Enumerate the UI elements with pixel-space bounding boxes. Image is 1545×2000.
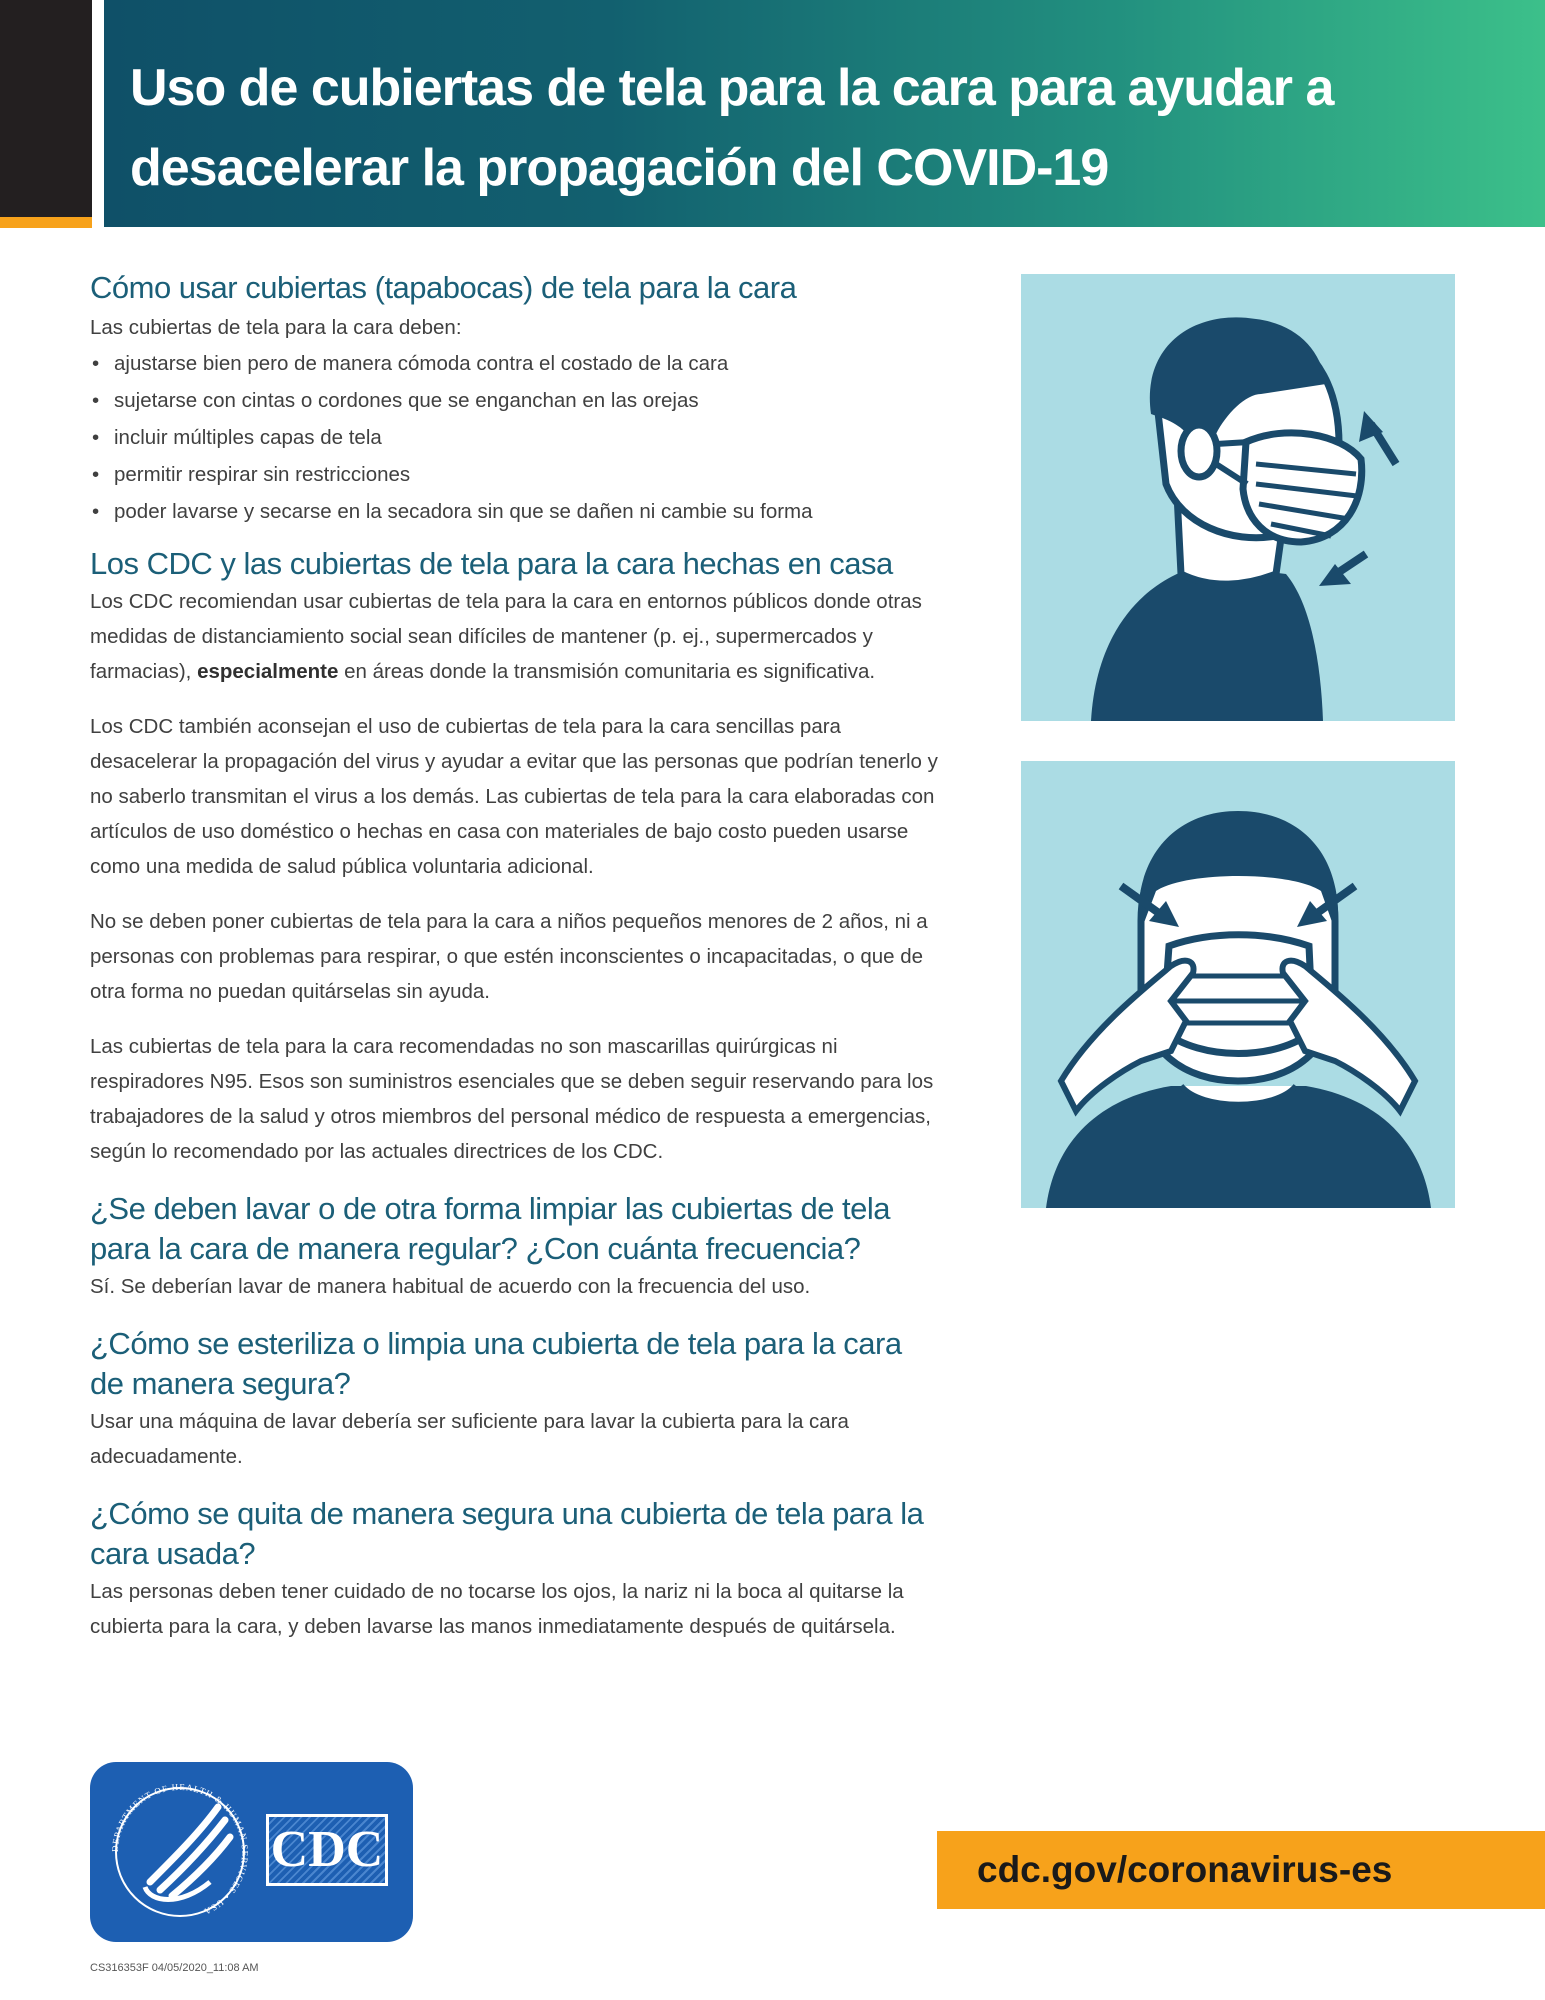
section-heading-removal: ¿Cómo se quita de manera segura una cubierta de tela para la cara usada? [90,1496,924,1571]
paragraph-recommendation [90,584,940,689]
section-intro: Las cubiertas de tela para la cara deben: [90,316,462,339]
paragraph-exclusions: No se deben poner cubiertas de tela para la cara a niños pequeños menores de 2 años, ni a personas con problemas para respirar, o que estén inconscientes o incapacitadas, o que de otra forma no puedan quitárselas sin ayuda. [90,910,928,1003]
document-code: CS316353F 04/05/2020_11:08 AM [90,1962,259,1974]
section-heading-homemade: Los CDC y las cubiertas de tela para la cara hechas en casa [90,546,893,581]
header-band [104,0,1545,227]
bullet-list [90,345,940,530]
paragraph-text: Los CDC recomiendan usar cubiertas de tela para la cara en entornos públicos donde otras medidas de distanciamiento social sean difíciles de mantener (p. ej., supermercados y farmacias), [90,590,922,683]
section-heading-washing: ¿Se deben lavar o de otra forma limpiar las cubiertas de tela para la cara de manera regular? ¿Con cuánta frecuencia? [90,1191,891,1266]
bullet-icon: • [92,352,100,375]
paragraph-text: en áreas donde la transmisión comunitaria es significativa. [338,660,876,683]
page-title-line1: Uso de cubiertas de tela para la cara para ayudar a [130,59,1334,117]
list-item-text: permitir respirar sin restricciones [114,463,411,486]
emphasis-text: especialmente [197,660,339,683]
section-heading-how-to-use: Cómo usar cubiertas (tapabocas) de tela para la cara [90,270,797,305]
page-title [130,48,1490,208]
list-item [90,493,940,530]
hhs-cdc-logo [90,1762,413,1942]
bullet-icon: • [92,426,100,449]
main-content [90,268,940,1644]
cdc-logo-text: CDC [270,1821,384,1878]
section-heading-sterilize: ¿Cómo se esteriliza o limpia una cubierta de tela para la cara de manera segura? [90,1326,902,1401]
person-profile-adjusting-mask-icon [1021,274,1455,721]
list-item-text: poder lavarse y secarse en la secadora sin que se dañen ni cambie su forma [114,500,813,523]
paragraph-advice: Los CDC también aconsejan el uso de cubiertas de tela para la cara sencillas para desacelerar la propagación del virus y ayudar a evitar que las personas que podrían tenerlo y no saberlo transmitan el virus a los demás. Las cubiertas de tela para la cara elaboradas con artículos de uso doméstico o hechas en casa con materiales de bajo costo pueden usarse como una medida de salud pública voluntaria adicional. [90,715,938,878]
illustration-mask-profile [1021,274,1455,721]
cdc-wordmark [266,1814,388,1886]
list-item-text: incluir múltiples capas de tela [114,426,382,449]
paragraph-removal: Las personas deben tener cuidado de no tocarse los ojos, la nariz ni la boca al quitarse la cubierta para la cara, y deben lavarse las manos inmediatamente después de quitársela. [90,1580,904,1638]
bullet-icon: • [92,463,100,486]
paragraph-sterilize: Usar una máquina de lavar debería ser suficiente para lavar la cubierta para la cara adecuadamente. [90,1410,849,1468]
list-item-text: sujetarse con cintas o cordones que se enganchan en las orejas [114,389,699,412]
header-orange-strip [0,217,92,228]
bullet-icon: • [92,389,100,412]
paragraph-n95: Las cubiertas de tela para la cara recomendadas no son mascarillas quirúrgicas ni respiradores N95. Esos son suministros esenciales que se deben seguir reservando para los trabajadores de la salud y otros miembros del personal médico de respuesta a emergencias, según lo recomendado por las actuales directrices de los CDC. [90,1035,934,1163]
list-item [90,419,940,456]
url-banner[interactable] [937,1831,1545,1909]
paragraph-washing: Sí. Se deberían lavar de manera habitual de acuerdo con la frecuencia del uso. [90,1275,811,1298]
list-item [90,382,940,419]
page-title-line2: desacelerar la propagación del COVID-19 [130,139,1109,197]
header-black-block [0,0,92,222]
person-front-pinching-mask-nose-icon [1021,761,1455,1208]
illustration-mask-front [1021,761,1455,1208]
url-link[interactable]: cdc.gov/coronavirus-es [977,1849,1393,1890]
seal-text: DEPARTMENT OF HEALTH & HUMAN SERVICES • USA [109,1781,251,1918]
bullet-icon: • [92,500,100,523]
list-item [90,345,940,382]
list-item-text: ajustarse bien pero de manera cómoda contra el costado de la cara [114,352,729,375]
list-item [90,456,940,493]
